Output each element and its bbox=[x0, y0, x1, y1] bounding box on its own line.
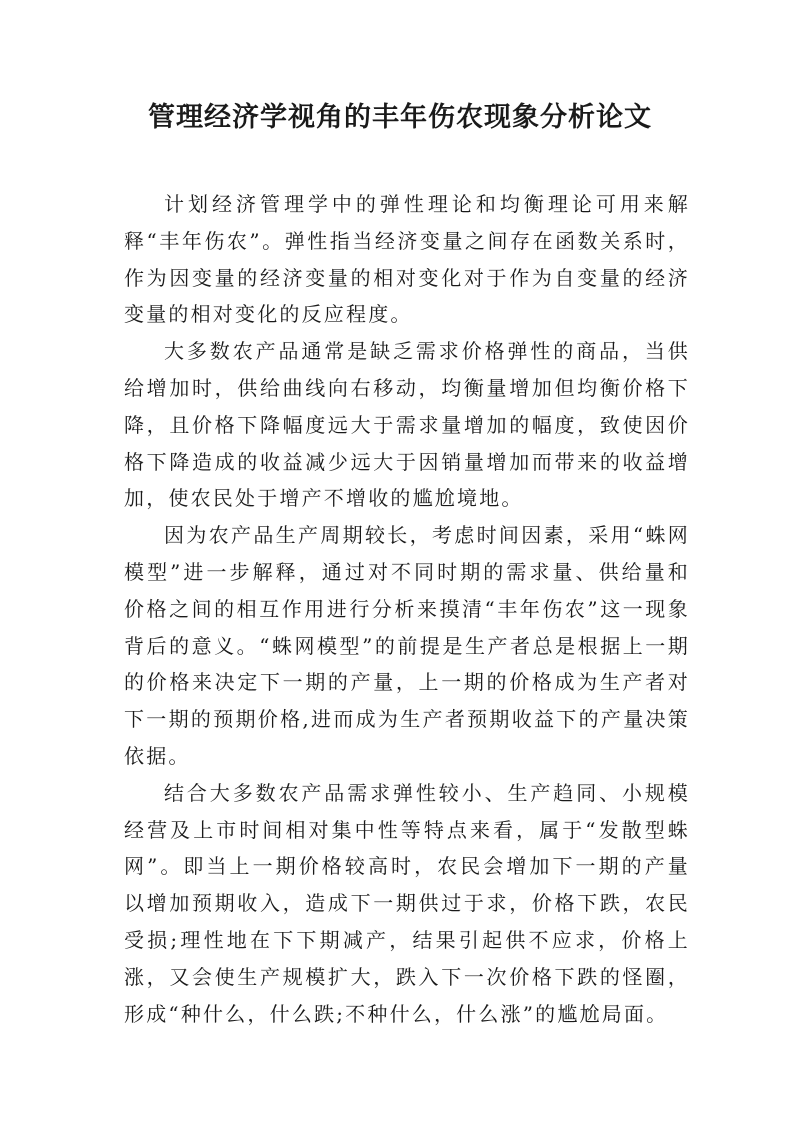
paragraph-3: 因为农产品生产周期较长，考虑时间因素，采用“蛛网模型”进一步解释，通过对不同时期的需求量、供给量和价格之间的相互作用进行分析来摸清“丰年伤农”这一现象背后的意义。“蛛网模型”的前提是生产者总是根据上一期的价格来决定下一期的产量，上一期的价格成为生产者对下一期的预期价格,进而成为生产者预期收益下的产量决策依据。 bbox=[124, 523, 690, 768]
document-body bbox=[124, 186, 690, 1032]
paragraph-2: 大多数农产品通常是缺乏需求价格弹性的商品，当供给增加时，供给曲线向右移动，均衡量增加但均衡价格下降，且价格下降幅度远大于需求量增加的幅度，致使因价格下降造成的收益减少远大于因销量增加而带来的收益增加，使农民处于增产不增收的尴尬境地。 bbox=[124, 339, 690, 511]
paragraph-4: 结合大多数农产品需求弹性较小、生产趋同、小规模经营及上市时间相对集中性等特点来看，属于“发散型蛛网”。即当上一期价格较高时，农民会增加下一期的产量以增加预期收入，造成下一期供过于求，价格下跌，农民受损;理性地在下下期减产，结果引起供不应求，价格上涨，又会使生产规模扩大，跌入下一次价格下跌的怪圈，形成“种什么，什么跌;不种什么，什么涨”的尴尬局面。 bbox=[124, 780, 690, 1026]
paragraph-1: 计划经济管理学中的弹性理论和均衡理论可用来解释“丰年伤农”。弹性指当经济变量之间存在函数关系时，作为因变量的经济变量的相对变化对于作为自变量的经济变量的相对变化的反应程度。 bbox=[124, 192, 690, 327]
document-title: 管理经济学视角的丰年伤农现象分析论文 bbox=[148, 102, 652, 133]
